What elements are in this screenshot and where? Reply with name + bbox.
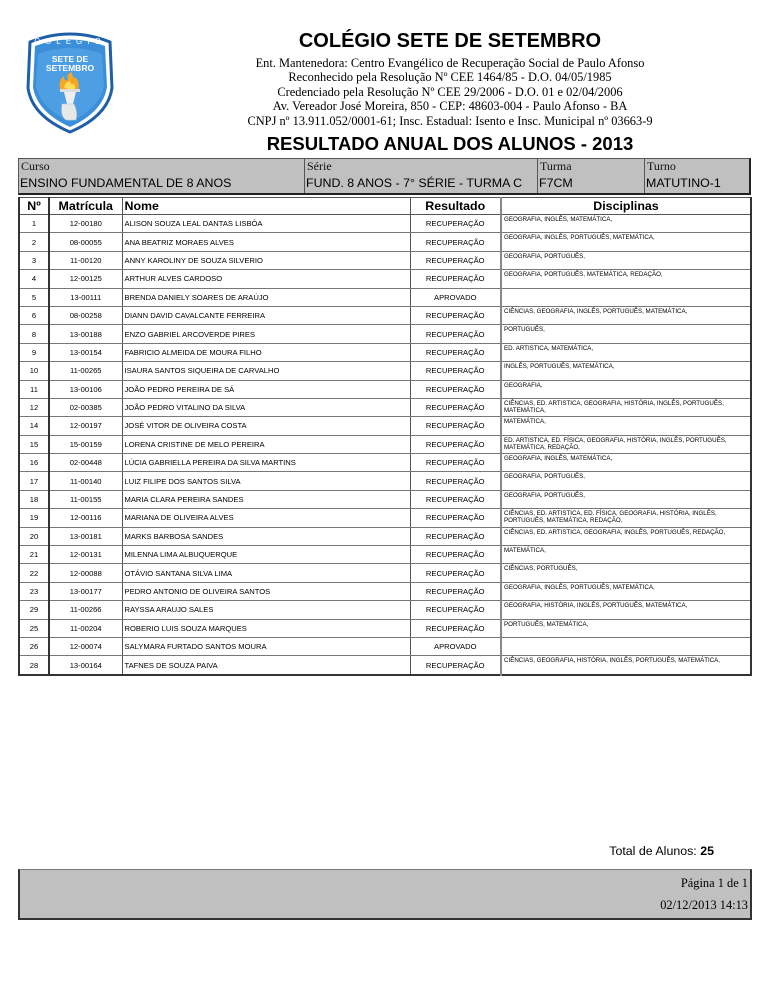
table-row: [19, 417, 751, 435]
row-matricula: 13-00106: [49, 380, 122, 398]
row-resultado: RECUPERAÇÃO: [410, 417, 501, 435]
row-nome: ROBERIO LUIS SOUZA MARQUES: [122, 619, 410, 637]
header-matricula: Matrícula: [49, 198, 122, 215]
row-matricula: 12-00125: [49, 270, 122, 288]
row-disciplinas: GEOGRAFIA, PORTUGUÊS,: [501, 490, 751, 508]
row-disciplinas: GEOGRAFIA, INGLÊS, MATEMÁTICA,: [501, 454, 751, 472]
table-row: [19, 288, 751, 306]
table-row: [19, 398, 751, 416]
row-numero: 2: [19, 233, 49, 251]
row-numero: 23: [19, 582, 49, 600]
row-matricula: 11-00140: [49, 472, 122, 490]
row-disciplinas: GEOGRAFIA, PORTUGUÊS, MATEMÁTICA, REDAÇÃO,: [501, 270, 751, 288]
turno-cell: [644, 159, 749, 193]
row-resultado: RECUPERAÇÃO: [410, 325, 501, 343]
row-nome: TAFNES DE SOUZA PAIVA: [122, 656, 410, 675]
turma-label: Turma: [540, 159, 572, 173]
row-nome: MARIANA DE OLIVEIRA ALVES: [122, 509, 410, 527]
row-disciplinas: CIÊNCIAS, ED. ARTISTICA, ED. FÍSICA, GEOGRAFIA, HISTÓRIA, INGLÊS, PORTUGUÊS, MATEMÁTICA, REDAÇÃO,: [501, 509, 751, 527]
row-matricula: 13-00111: [49, 288, 122, 306]
row-resultado: RECUPERAÇÃO: [410, 454, 501, 472]
row-matricula: 15-00159: [49, 435, 122, 453]
row-nome: MARIA CLARA PEREIRA SANDES: [122, 490, 410, 508]
row-resultado: RECUPERAÇÃO: [410, 601, 501, 619]
table-row: [19, 564, 751, 582]
row-numero: 15: [19, 435, 49, 453]
row-numero: 18: [19, 490, 49, 508]
table-row: [19, 637, 751, 655]
row-nome: ALISON SOUZA LEAL DANTAS LISBÔA: [122, 215, 410, 233]
row-disciplinas: [501, 288, 751, 306]
row-numero: 4: [19, 270, 49, 288]
row-matricula: 11-00204: [49, 619, 122, 637]
row-nome: ISAURA SANTOS SIQUEIRA DE CARVALHO: [122, 362, 410, 380]
table-row: [19, 435, 751, 453]
serie-value: FUND. 8 ANOS - 7° SÉRIE - TURMA C: [306, 176, 523, 190]
row-resultado: RECUPERAÇÃO: [410, 233, 501, 251]
row-matricula: 13-00154: [49, 343, 122, 361]
row-numero: 9: [19, 343, 49, 361]
row-nome: JOÃO PEDRO VITALINO DA SILVA: [122, 398, 410, 416]
row-numero: 25: [19, 619, 49, 637]
row-disciplinas: GEOGRAFIA, INGLÊS, PORTUGUÊS, MATEMÁTICA,: [501, 582, 751, 600]
row-numero: 20: [19, 527, 49, 545]
row-resultado: RECUPERAÇÃO: [410, 527, 501, 545]
table-row: [19, 215, 751, 233]
row-resultado: RECUPERAÇÃO: [410, 306, 501, 324]
school-info-line: CNPJ nº 13.911.052/0001-61; Insc. Estadual: Isento e Insc. Municipal nº 03663-9: [247, 113, 653, 128]
turma-value: F7CM: [539, 176, 573, 190]
row-numero: 10: [19, 362, 49, 380]
row-matricula: 12-00088: [49, 564, 122, 582]
row-resultado: RECUPERAÇÃO: [410, 398, 501, 416]
row-numero: 11: [19, 380, 49, 398]
row-disciplinas: ED. ARTISTICA, MATEMÁTICA,: [501, 343, 751, 361]
row-matricula: 08-00055: [49, 233, 122, 251]
logo-text-setembro: SETEMBRO: [45, 63, 95, 73]
row-resultado: RECUPERAÇÃO: [410, 509, 501, 527]
table-row: [19, 454, 751, 472]
row-nome: ANNY KAROLINY DE SOUZA SILVERIO: [122, 251, 410, 269]
row-disciplinas: INGLÊS, PORTUGUÊS, MATEMÁTICA,: [501, 362, 751, 380]
row-disciplinas: CIÊNCIAS, GEOGRAFIA, INGLÊS, PORTUGUÊS, MATEMÁTICA,: [501, 306, 751, 324]
row-nome: PEDRO ANTONIO DE OLIVEIRA SANTOS: [122, 582, 410, 600]
row-numero: 28: [19, 656, 49, 675]
header-resultado: Resultado: [410, 198, 501, 215]
row-nome: JOÃO PEDRO PEREIRA DE SÁ: [122, 380, 410, 398]
table-row: [19, 380, 751, 398]
results-table: [18, 197, 752, 676]
school-info-line: Av. Vereador José Moreira, 850 - CEP: 48603-004 - Paulo Afonso - BA: [272, 99, 628, 114]
row-numero: 12: [19, 398, 49, 416]
row-nome: JOSÉ VITOR DE OLIVEIRA COSTA: [122, 417, 410, 435]
header-numero: Nº: [19, 198, 49, 215]
row-resultado: RECUPERAÇÃO: [410, 435, 501, 453]
row-matricula: 12-00180: [49, 215, 122, 233]
row-matricula: 11-00265: [49, 362, 122, 380]
table-row: [19, 582, 751, 600]
row-matricula: 13-00164: [49, 656, 122, 675]
report-title: RESULTADO ANUAL DOS ALUNOS - 2013: [266, 133, 634, 154]
table-row: [19, 343, 751, 361]
school-logo: [20, 28, 120, 134]
row-disciplinas: GEOGRAFIA, HISTÓRIA, INGLÊS, PORTUGUÊS, MATEMÁTICA,: [501, 601, 751, 619]
row-disciplinas: CIÊNCIAS, ED. ARTISTICA, GEOGRAFIA, INGLÊS, PORTUGUÊS, REDAÇÃO,: [501, 527, 751, 545]
table-row: [19, 619, 751, 637]
row-nome: LÚCIA GABRIELLA PEREIRA DA SILVA MARTINS: [122, 454, 410, 472]
turma-cell: [537, 159, 644, 193]
row-matricula: 12-00197: [49, 417, 122, 435]
class-info-box: [18, 158, 751, 195]
serie-cell: [304, 159, 537, 193]
curso-cell: [19, 159, 304, 193]
row-numero: 26: [19, 637, 49, 655]
row-disciplinas: ED. ARTISTICA, ED. FÍSICA, GEOGRAFIA, HISTÓRIA, INGLÊS, PORTUGUÊS, MATEMÁTICA, REDAÇÃO,: [501, 435, 751, 453]
footer-box: [18, 869, 752, 920]
row-resultado: RECUPERAÇÃO: [410, 215, 501, 233]
row-numero: 3: [19, 251, 49, 269]
table-row: [19, 306, 751, 324]
total-value: 25: [700, 844, 714, 858]
logo-text-colegio: COLÉGIO: [34, 37, 106, 46]
row-nome: MARKS BARBOSA SANDES: [122, 527, 410, 545]
row-resultado: APROVADO: [410, 637, 501, 655]
table-row: [19, 251, 751, 269]
row-nome: DIANN DAVID CAVALCANTE FERREIRA: [122, 306, 410, 324]
row-matricula: 11-00266: [49, 601, 122, 619]
row-resultado: RECUPERAÇÃO: [410, 362, 501, 380]
row-resultado: RECUPERAÇÃO: [410, 656, 501, 675]
row-disciplinas: CIÊNCIAS, ED. ARTISTICA, GEOGRAFIA, HISTÓRIA, INGLÊS, PORTUGUÊS, MATEMÁTICA,: [501, 398, 751, 416]
row-resultado: RECUPERAÇÃO: [410, 546, 501, 564]
curso-value: ENSINO FUNDAMENTAL DE 8 ANOS: [20, 176, 232, 190]
row-disciplinas: CIÊNCIAS, PORTUGUÊS,: [501, 564, 751, 582]
row-disciplinas: PORTUGUÊS,: [501, 325, 751, 343]
row-nome: ENZO GABRIEL ARCOVERDE PIRES: [122, 325, 410, 343]
row-numero: 21: [19, 546, 49, 564]
row-matricula: 08-00258: [49, 306, 122, 324]
row-numero: 8: [19, 325, 49, 343]
school-info-line: Reconhecido pela Resolução Nº CEE 1464/85 - D.O. 04/05/1985: [288, 70, 612, 85]
school-info-line: Ent. Mantenedora: Centro Evangélico de Recuperação Social de Paulo Afonso: [255, 56, 645, 70]
table-row: [19, 472, 751, 490]
row-numero: 16: [19, 454, 49, 472]
row-resultado: RECUPERAÇÃO: [410, 343, 501, 361]
total-label: Total de Alunos:: [609, 844, 697, 858]
row-numero: 17: [19, 472, 49, 490]
row-disciplinas: [501, 637, 751, 655]
row-resultado: RECUPERAÇÃO: [410, 472, 501, 490]
school-info: [150, 56, 750, 128]
total-students: [609, 844, 714, 858]
row-disciplinas: GEOGRAFIA, INGLÊS, MATEMÁTICA,: [501, 215, 751, 233]
row-matricula: 02-00385: [49, 398, 122, 416]
row-disciplinas: GEOGRAFIA, PORTUGUÊS,: [501, 251, 751, 269]
row-nome: BRENDA DANIELY SOARES DE ARAÚJO: [122, 288, 410, 306]
row-nome: ARTHUR ALVES CARDOSO: [122, 270, 410, 288]
table-row: [19, 325, 751, 343]
table-row: [19, 270, 751, 288]
row-resultado: RECUPERAÇÃO: [410, 251, 501, 269]
row-matricula: 11-00120: [49, 251, 122, 269]
row-numero: 5: [19, 288, 49, 306]
row-matricula: 12-00074: [49, 637, 122, 655]
header-disciplinas: Disciplinas: [501, 198, 751, 215]
school-name: COLÉGIO SETE DE SETEMBRO: [298, 30, 602, 52]
row-matricula: 13-00177: [49, 582, 122, 600]
school-info-line: Credenciado pela Resolução Nº CEE 29/2006 - D.O. 01 e 02/04/2006: [277, 84, 623, 99]
row-matricula: 13-00181: [49, 527, 122, 545]
row-resultado: RECUPERAÇÃO: [410, 380, 501, 398]
row-disciplinas: CIÊNCIAS, GEOGRAFIA, HISTÓRIA, INGLÊS, PORTUGUÊS, MATEMÁTICA,: [501, 656, 751, 675]
table-row: [19, 233, 751, 251]
table-row: [19, 490, 751, 508]
row-disciplinas: GEOGRAFIA,: [501, 380, 751, 398]
row-matricula: 11-00155: [49, 490, 122, 508]
row-resultado: RECUPERAÇÃO: [410, 564, 501, 582]
row-resultado: RECUPERAÇÃO: [410, 582, 501, 600]
table-header-row: [19, 198, 751, 215]
print-timestamp: 02/12/2013 14:13: [660, 898, 748, 912]
row-nome: SALYMARA FURTADO SANTOS MOURA: [122, 637, 410, 655]
row-nome: RAYSSA ARAUJO SALES: [122, 601, 410, 619]
row-matricula: 12-00116: [49, 509, 122, 527]
row-numero: 1: [19, 215, 49, 233]
row-resultado: RECUPERAÇÃO: [410, 270, 501, 288]
row-numero: 19: [19, 509, 49, 527]
curso-label: Curso: [21, 159, 50, 173]
header-nome: Nome: [122, 198, 410, 215]
row-resultado: APROVADO: [410, 288, 501, 306]
turno-value: MATUTINO-1: [646, 176, 721, 190]
row-matricula: 02-00448: [49, 454, 122, 472]
row-disciplinas: GEOGRAFIA, PORTUGUÊS,: [501, 472, 751, 490]
row-disciplinas: MATEMÁTICA,: [501, 546, 751, 564]
table-row: [19, 656, 751, 675]
row-nome: LUIZ FILIPE DOS SANTOS SILVA: [122, 472, 410, 490]
row-disciplinas: GEOGRAFIA, INGLÊS, PORTUGUÊS, MATEMÁTICA,: [501, 233, 751, 251]
row-nome: LORENA CRISTINE DE MELO PEREIRA: [122, 435, 410, 453]
table-row: [19, 601, 751, 619]
table-row: [19, 509, 751, 527]
row-numero: 14: [19, 417, 49, 435]
row-nome: ANA BEATRIZ MORAES ALVES: [122, 233, 410, 251]
logo-text-sete-de: SETE DE: [51, 54, 89, 64]
row-matricula: 13-00188: [49, 325, 122, 343]
table-row: [19, 362, 751, 380]
serie-label: Série: [307, 159, 332, 173]
row-nome: FABRICIO ALMEIDA DE MOURA FILHO: [122, 343, 410, 361]
turno-label: Turno: [647, 159, 676, 173]
row-disciplinas: MATEMÁTICA,: [501, 417, 751, 435]
results-table-body: [19, 215, 751, 675]
page-number: Página 1 de 1: [680, 876, 748, 890]
row-numero: 22: [19, 564, 49, 582]
row-numero: 29: [19, 601, 49, 619]
row-disciplinas: PORTUGUÊS, MATEMÁTICA,: [501, 619, 751, 637]
table-row: [19, 546, 751, 564]
row-resultado: RECUPERAÇÃO: [410, 490, 501, 508]
row-nome: MILENNA LIMA ALBUQUERQUE: [122, 546, 410, 564]
row-nome: OTÁVIO SANTANA SILVA LIMA: [122, 564, 410, 582]
table-row: [19, 527, 751, 545]
row-resultado: RECUPERAÇÃO: [410, 619, 501, 637]
row-matricula: 12-00131: [49, 546, 122, 564]
row-numero: 6: [19, 306, 49, 324]
